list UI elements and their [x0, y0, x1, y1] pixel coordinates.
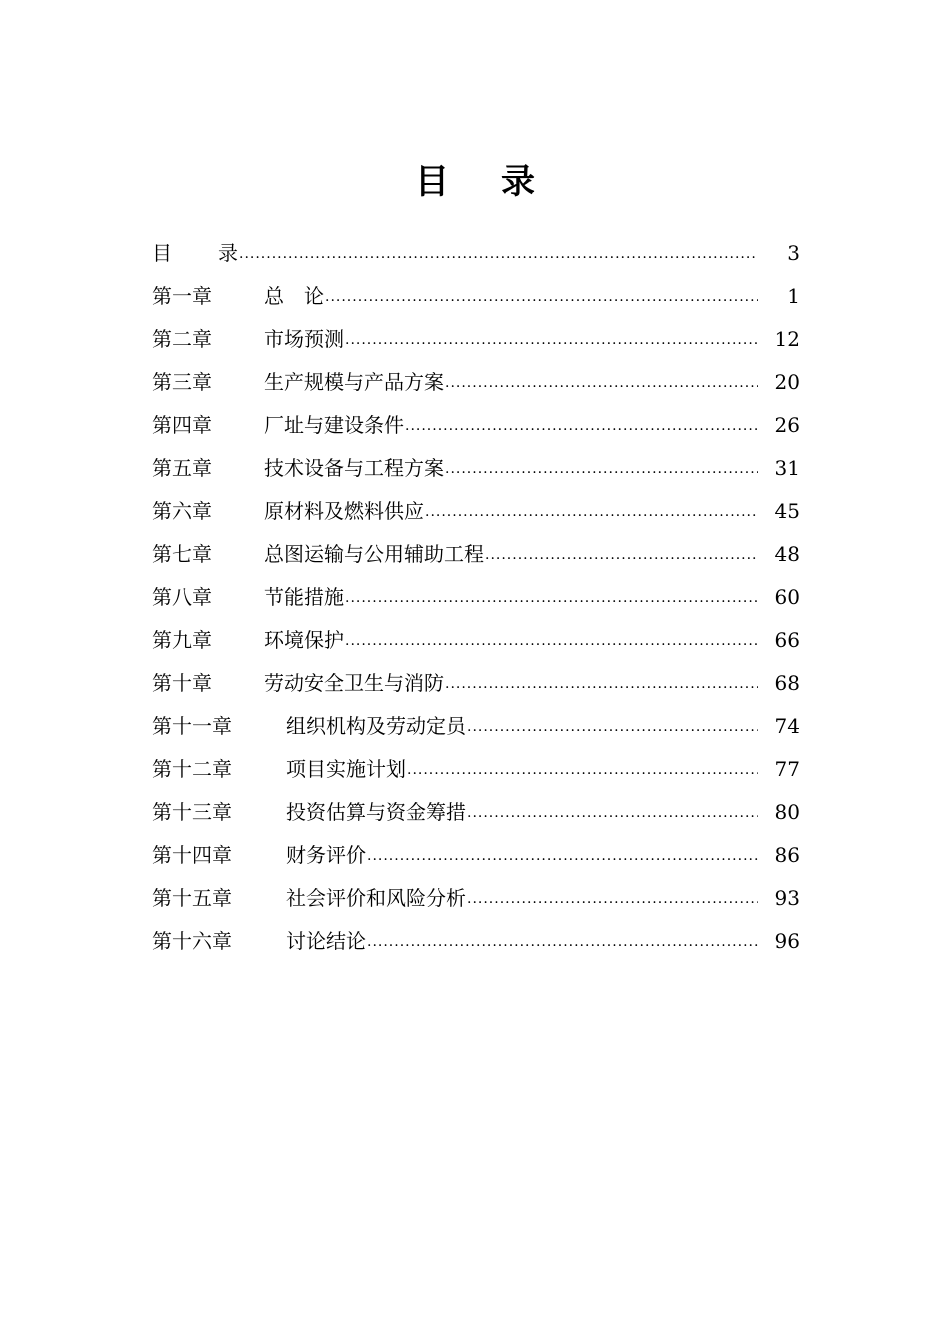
- toc-entry[interactable]: [152, 877, 802, 920]
- toc-chapter-label: 第十五章: [152, 886, 232, 910]
- toc-chapter-label: 第六章: [152, 499, 212, 523]
- toc-page-number: 26: [774, 413, 800, 437]
- toc-page-number: 77: [774, 757, 800, 781]
- dot-leader: [425, 491, 758, 534]
- toc-chapter-name: 原材料及燃料供应: [264, 499, 424, 523]
- toc-chapter-label: 第二章: [152, 327, 212, 351]
- dot-leader: [445, 362, 758, 405]
- toc-page-number: 68: [774, 671, 800, 695]
- toc-page-number: 20: [774, 370, 800, 394]
- toc-chapter-name: 财务评价: [286, 843, 366, 867]
- toc-chapter-name: 总 论: [264, 284, 324, 308]
- toc-chapter-name: 生产规模与产品方案: [264, 370, 444, 394]
- dot-leader: [345, 577, 758, 620]
- toc-entry[interactable]: [152, 361, 802, 404]
- toc-page-number: 80: [774, 800, 800, 824]
- toc-page-number: 31: [774, 456, 800, 480]
- toc-chapter-name: 总图运输与公用辅助工程: [264, 542, 484, 566]
- toc-chapter-label: 第三章: [152, 370, 212, 394]
- dot-leader: [345, 620, 758, 663]
- toc-entry[interactable]: [152, 232, 802, 275]
- toc-chapter-name: 劳动安全卫生与消防: [264, 671, 444, 695]
- toc-entry[interactable]: [152, 791, 802, 834]
- toc-page-number: 86: [774, 843, 800, 867]
- toc-entry[interactable]: [152, 490, 802, 533]
- toc-entry[interactable]: [152, 662, 802, 705]
- toc-chapter-label: 第九章: [152, 628, 212, 652]
- toc-entry[interactable]: [152, 404, 802, 447]
- dot-leader: [467, 878, 758, 921]
- dot-leader: [325, 276, 758, 319]
- toc-chapter-label: 第一章: [152, 284, 212, 308]
- dot-leader: [485, 534, 758, 577]
- toc-entry[interactable]: [152, 447, 802, 490]
- toc-chapter-label: 第七章: [152, 542, 212, 566]
- title-char-1: 目: [415, 162, 449, 202]
- toc-chapter-name: 市场预测: [264, 327, 344, 351]
- toc-chapter-name: 厂址与建设条件: [264, 413, 404, 437]
- toc-page-number: 93: [774, 886, 800, 910]
- toc-page-number: 74: [774, 714, 800, 738]
- toc-entry[interactable]: [152, 619, 802, 662]
- toc-page-number: 12: [774, 327, 800, 351]
- toc-chapter-label: 第十章: [152, 671, 212, 695]
- page-title: [0, 158, 950, 206]
- toc-entry[interactable]: [152, 576, 802, 619]
- toc-page-number: 45: [774, 499, 800, 523]
- dot-leader: [367, 835, 758, 878]
- toc-chapter-name: 社会评价和风险分析: [286, 886, 466, 910]
- toc-entry[interactable]: [152, 834, 802, 877]
- toc-entry[interactable]: [152, 920, 802, 963]
- toc-entry[interactable]: [152, 275, 802, 318]
- toc-chapter-name: 录: [218, 241, 238, 265]
- toc-page-number: 96: [774, 929, 800, 953]
- toc-chapter-name: 项目实施计划: [286, 757, 406, 781]
- toc-chapter-label: 第十四章: [152, 843, 232, 867]
- toc-entry[interactable]: [152, 705, 802, 748]
- toc-chapter-label: 第十一章: [152, 714, 232, 738]
- toc-chapter-label: 第十六章: [152, 929, 232, 953]
- toc-page-number: 1: [787, 284, 800, 308]
- toc-chapter-label: 第十二章: [152, 757, 232, 781]
- toc-chapter-label: 第四章: [152, 413, 212, 437]
- dot-leader: [345, 319, 758, 362]
- dot-leader: [445, 663, 758, 706]
- toc-chapter-name: 环境保护: [264, 628, 344, 652]
- toc-chapter-label: 第十三章: [152, 800, 232, 824]
- dot-leader: [445, 448, 758, 491]
- dot-leader: [407, 749, 758, 792]
- table-of-contents: [152, 232, 802, 963]
- toc-chapter-label: 第八章: [152, 585, 212, 609]
- toc-chapter-name: 节能措施: [264, 585, 344, 609]
- toc-page-number: 48: [774, 542, 800, 566]
- toc-chapter-name: 讨论结论: [286, 929, 366, 953]
- dot-leader: [239, 233, 758, 276]
- toc-chapter-name: 技术设备与工程方案: [264, 456, 444, 480]
- dot-leader: [467, 792, 758, 835]
- toc-chapter-name: 组织机构及劳动定员: [286, 714, 466, 738]
- toc-page-number: 66: [774, 628, 800, 652]
- dot-leader: [367, 921, 758, 964]
- dot-leader: [405, 405, 758, 448]
- toc-chapter-label: 目: [152, 241, 172, 265]
- toc-chapter-name: 投资估算与资金筹措: [286, 800, 466, 824]
- toc-page-number: 60: [774, 585, 800, 609]
- toc-entry[interactable]: [152, 318, 802, 361]
- dot-leader: [467, 706, 758, 749]
- toc-entry[interactable]: [152, 748, 802, 791]
- title-char-2: 录: [501, 162, 535, 202]
- toc-page-number: 3: [787, 241, 800, 265]
- toc-chapter-label: 第五章: [152, 456, 212, 480]
- toc-entry[interactable]: [152, 533, 802, 576]
